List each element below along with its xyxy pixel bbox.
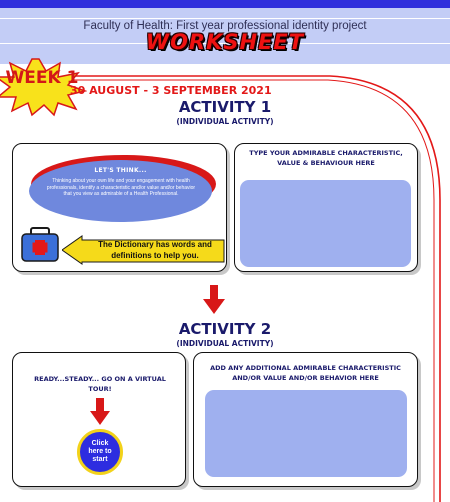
first-aid-kit-icon <box>20 226 60 264</box>
activity1-subtitle: (INDIVIDUAL ACTIVITY) <box>176 117 274 126</box>
activity2-answer-field[interactable] <box>205 390 407 477</box>
dictionary-tip: The Dictionary has words and definitions to help you. <box>98 240 212 260</box>
think-text: Thinking about your own life and your engagement with health professionals, identify a characteristic and/or value and/or behavior that you view as admirable of a Health Professional. <box>46 178 196 198</box>
project-title: Faculty of Health: First year professional identity project <box>83 20 367 32</box>
week-label: WEEK 1 <box>5 68 79 88</box>
start-tour-label: Click here to start <box>88 440 112 463</box>
down-arrow-icon <box>203 285 225 315</box>
worksheet-logo: WORKSHEET <box>145 30 305 54</box>
tour-prompt: READY...STEADY... GO ON A VIRTUAL TOUR! <box>34 375 166 393</box>
think-title: LET'S THINK... <box>94 167 147 174</box>
activity1-input-prompt: TYPE YOUR ADMIRABLE CHARACTERISTIC, VALUE & BEHAVIOUR HERE <box>249 149 403 167</box>
down-arrow-icon <box>90 398 110 426</box>
activity1-title: ACTIVITY 1 <box>178 98 272 116</box>
activity2-subtitle: (INDIVIDUAL ACTIVITY) <box>176 339 274 348</box>
start-tour-button[interactable] <box>77 429 123 475</box>
activity1-answer-field[interactable] <box>240 180 411 267</box>
activity2-input-prompt: ADD ANY ADDITIONAL ADMIRABLE CHARACTERISTIC AND/OR VALUE AND/OR BEHAVIOR HERE <box>210 364 401 382</box>
activity2-title: ACTIVITY 2 <box>178 320 272 338</box>
date-range: 30 AUGUST - 3 SEPTEMBER 2021 <box>70 84 272 97</box>
